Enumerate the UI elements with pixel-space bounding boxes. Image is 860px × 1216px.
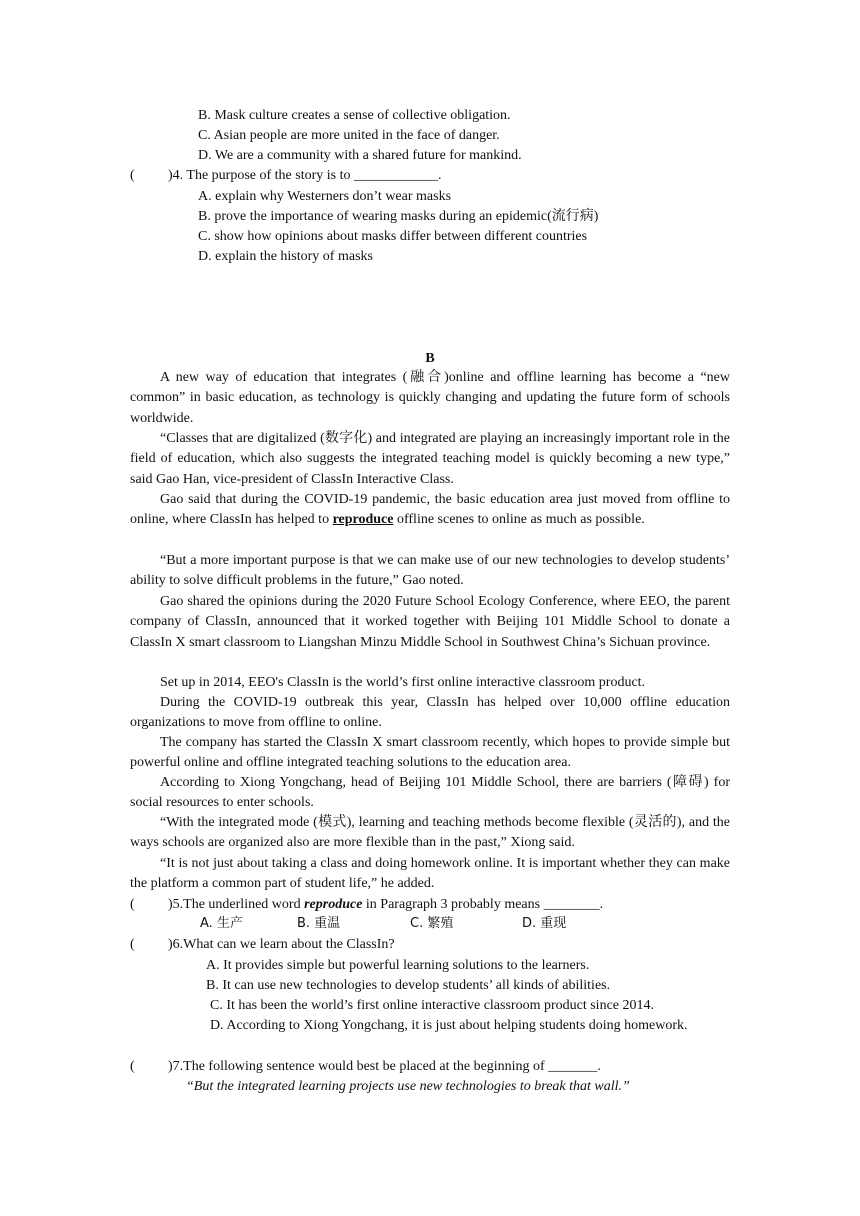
answer-paren: ( — [130, 168, 135, 183]
q6-option-d: D. According to Xiong Yongchang, it is just about helping students doing homework. — [210, 1018, 688, 1033]
paragraph-1: A new way of education that integrates (融合)online and offline learning has become a “new common” in basic education, as technology is quickly changing and updating the future form of schools worldwide. — [130, 370, 730, 426]
answer-paren: ( — [130, 897, 135, 912]
section-title: B — [425, 351, 435, 366]
paragraph-3 — [130, 490, 730, 531]
paragraph-5: Gao shared the opinions during the 2020 Future School Ecology Conference, where EEO, the parent company of ClassIn, announced that it worked together with Beijing 101 Middle School to donate a ClassIn X smart classroom to Liangshan Minzu Middle School in Southwest China’s Sichuan province. — [130, 594, 730, 650]
q6-option-c: C. It has been the world’s first online interactive classroom product since 2014. — [210, 998, 655, 1013]
paragraph-2: “Classes that are digitalized (数字化) and integrated are playing an increasingly important role in the field of education, which also suggests the integrated teaching model is quickly becoming a new type,” said Gao Han, vice-president of ClassIn Interactive Class. — [130, 431, 730, 487]
q5-option-d: D. 重现 — [522, 916, 567, 931]
question-stem: )4. The purpose of the story is to ____________. — [168, 168, 442, 183]
emphasized-word: reproduce — [304, 897, 363, 912]
answer-paren: ( — [130, 937, 135, 952]
q6-option-b: B. It can use new technologies to develop students’ all kinds of abilities. — [206, 978, 611, 993]
question-stem: )5.The underlined word — [168, 897, 305, 912]
question-5 — [130, 895, 603, 915]
q4-option-a: A. explain why Westerners don’t wear masks — [198, 189, 452, 204]
question-6 — [130, 935, 395, 955]
q4-option-c: C. show how opinions about masks differ between different countries — [198, 229, 588, 244]
paragraph-9: According to Xiong Yongchang, head of Beijing 101 Middle School, there are barriers (障碍) for social resources to enter schools. — [130, 775, 730, 811]
paragraph-6: Set up in 2014, EEO's ClassIn is the world’s first online interactive classroom product. — [160, 675, 646, 690]
question-stem-end: in Paragraph 3 probably means ________. — [362, 897, 604, 912]
paragraph-4: “But a more important purpose is that we can make use of our new technologies to develop students’ ability to solve difficult problems in the future,” Gao noted. — [130, 553, 730, 589]
paragraph-3-text-end: offline scenes to online as much as possible. — [393, 512, 645, 528]
paragraph-7: During the COVID-19 outbreak this year, ClassIn has helped over 10,000 offline education organizations to move from offline to online. — [130, 695, 730, 731]
q4-option-b: B. prove the importance of wearing masks during an epidemic(流行病) — [198, 209, 599, 224]
q5-option-c: C. 繁殖 — [410, 916, 454, 931]
question-stem: )7.The following sentence would best be placed at the beginning of _______. — [168, 1059, 601, 1074]
question-4 — [130, 166, 442, 186]
q6-option-a: A. It provides simple but powerful learning solutions to the learners. — [206, 958, 590, 973]
q7-quote: “But the integrated learning projects use new technologies to break that wall.” — [186, 1079, 630, 1094]
q5-option-b: B. 重温 — [297, 916, 341, 931]
question-7 — [130, 1057, 601, 1077]
q3-option-b: B. Mask culture creates a sense of collective obligation. — [198, 108, 511, 123]
q4-option-d: D. explain the history of masks — [198, 249, 373, 264]
q3-option-d: D. We are a community with a shared future for mankind. — [198, 148, 522, 163]
answer-paren: ( — [130, 1059, 135, 1074]
paragraph-10: “With the integrated mode (模式), learning and teaching methods become flexible (灵活的), and the ways schools are organized also are more flexible than in the past,” Xiong said. — [130, 815, 730, 851]
underlined-word: reproduce — [332, 512, 394, 528]
q5-option-a: A. 生产 — [200, 916, 243, 931]
paragraph-3-text: Gao said that during the COVID-19 pandemic, the basic education area just moved from offline to online, where ClassIn has helped to — [130, 492, 730, 528]
paragraph-8: The company has started the ClassIn X smart classroom recently, which hopes to provide simple but powerful online and offline integrated teaching solutions to the education area. — [130, 735, 730, 771]
question-stem: )6.What can we learn about the ClassIn? — [168, 937, 395, 952]
paragraph-11: “It is not just about taking a class and doing homework online. It is important whether they can make the platform a common part of student life,” he added. — [130, 856, 730, 892]
q3-option-c: C. Asian people are more united in the face of danger. — [198, 128, 500, 143]
